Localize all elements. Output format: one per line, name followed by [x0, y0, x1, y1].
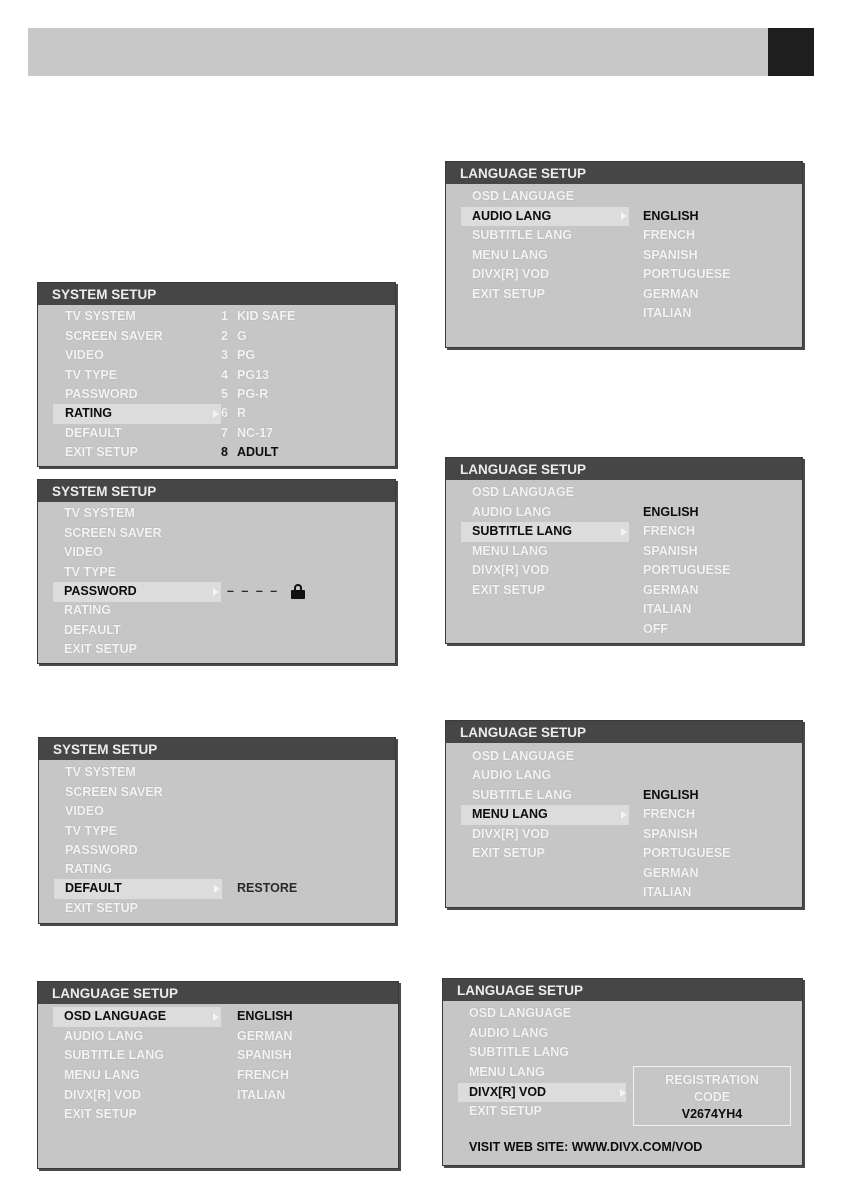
language-option-selected[interactable]: ENGLISH	[643, 504, 699, 519]
menu-item-rating[interactable]: RATING	[65, 862, 112, 876]
menu-item-audio-lang[interactable]: AUDIO LANG	[469, 1025, 549, 1040]
system-setup-default-panel	[38, 737, 396, 924]
rating-option[interactable]: 6 R	[221, 406, 247, 420]
menu-item-audio-lang[interactable]: AUDIO LANG	[472, 208, 552, 223]
menu-item-tv-system[interactable]: TV SYSTEM	[64, 506, 135, 520]
panel-title: SYSTEM SETUP	[39, 738, 395, 760]
menu-item-audio-lang[interactable]: AUDIO LANG	[64, 1028, 144, 1043]
selection-arrow-icon	[213, 410, 219, 418]
panel-title: LANGUAGE SETUP	[446, 721, 802, 743]
password-input[interactable]: – – – –	[227, 584, 280, 598]
menu-item-osd-language[interactable]: OSD LANGUAGE	[469, 1006, 572, 1020]
menu-item-subtitle-lang[interactable]: SUBTITLE LANG	[472, 228, 572, 242]
panel-title: LANGUAGE SETUP	[446, 162, 802, 184]
registration-code: V2674YH4	[681, 1107, 743, 1121]
menu-item-exit-setup[interactable]: EXIT SETUP	[472, 582, 545, 597]
rating-option[interactable]: 2 G	[221, 328, 247, 343]
selection-arrow-icon	[213, 1013, 219, 1021]
menu-item-menu-lang[interactable]: MENU LANG	[469, 1064, 545, 1079]
panel-title: LANGUAGE SETUP	[38, 982, 398, 1004]
language-option[interactable]: ITALIAN	[643, 306, 692, 320]
header-band	[28, 28, 768, 76]
menu-item-screen-saver[interactable]: SCREEN SAVER	[64, 525, 162, 540]
menu-item-exit-setup[interactable]: EXIT SETUP	[64, 642, 137, 656]
menu-item-rating[interactable]: RATING	[65, 406, 112, 420]
rating-option[interactable]: 7 NC-17	[221, 426, 274, 440]
language-option[interactable]: ITALIAN	[643, 602, 692, 616]
rating-option[interactable]: 1 KID SAFE	[221, 309, 296, 323]
menu-item-video[interactable]: VIDEO	[65, 348, 104, 362]
registration-box	[633, 1066, 791, 1126]
menu-item-menu-lang[interactable]: MENU LANG	[472, 807, 548, 821]
language-option[interactable]: GERMAN	[237, 1028, 293, 1043]
menu-item-osd-language[interactable]: OSD LANGUAGE	[472, 485, 575, 499]
menu-item-video[interactable]: VIDEO	[64, 545, 103, 559]
menu-item-exit-setup[interactable]: EXIT SETUP	[64, 1107, 137, 1121]
menu-item-password[interactable]: PASSWORD	[65, 387, 138, 401]
menu-item-osd-language[interactable]: OSD LANGUAGE	[472, 748, 575, 763]
language-option[interactable]: GERMAN	[643, 865, 699, 880]
menu-item-subtitle-lang[interactable]: SUBTITLE LANG	[472, 524, 572, 538]
language-option[interactable]: GERMAN	[643, 582, 699, 597]
selection-arrow-icon	[620, 1089, 626, 1097]
menu-item-divx-vod[interactable]: DIVX[R] VOD	[472, 563, 550, 577]
menu-item-divx-vod[interactable]: DIVX[R] VOD	[472, 267, 550, 281]
menu-item-osd-language[interactable]: OSD LANGUAGE	[64, 1009, 167, 1023]
header-tab	[768, 28, 814, 76]
menu-item-default[interactable]: DEFAULT	[65, 426, 122, 440]
menu-item-exit-setup[interactable]: EXIT SETUP	[65, 901, 138, 915]
rating-option[interactable]: 4 PG13	[221, 367, 269, 382]
menu-item-subtitle-lang[interactable]: SUBTITLE LANG	[64, 1048, 164, 1062]
language-setup-subtitle-panel	[445, 457, 803, 644]
language-option[interactable]: OFF	[643, 621, 668, 636]
language-option[interactable]: PORTUGUESE	[643, 563, 731, 577]
menu-item-divx-vod[interactable]: DIVX[R] VOD	[472, 826, 550, 841]
language-option[interactable]: ITALIAN	[237, 1087, 286, 1102]
menu-item-audio-lang[interactable]: AUDIO LANG	[472, 504, 552, 519]
rating-option[interactable]: 5 PG-R	[221, 387, 269, 401]
menu-item-audio-lang[interactable]: AUDIO LANG	[472, 768, 552, 782]
menu-item-exit-setup[interactable]: EXIT SETUP	[472, 846, 545, 860]
system-setup-password-panel	[37, 479, 396, 664]
menu-item-password[interactable]: PASSWORD	[64, 584, 137, 598]
panel-title: LANGUAGE SETUP	[443, 979, 802, 1001]
registration-code-label: CODE	[693, 1090, 731, 1104]
selection-arrow-icon	[621, 528, 627, 536]
panel-title: LANGUAGE SETUP	[446, 458, 802, 480]
language-option[interactable]: SPANISH	[643, 247, 698, 262]
menu-item-menu-lang[interactable]: MENU LANG	[472, 543, 548, 558]
menu-item-tv-type[interactable]: TV TYPE	[65, 823, 118, 838]
registration-label: REGISTRATION	[665, 1073, 759, 1087]
selection-arrow-icon	[213, 588, 219, 596]
language-setup-audio-panel	[445, 161, 803, 348]
language-option[interactable]: FRENCH	[237, 1068, 290, 1082]
language-option[interactable]: SPANISH	[643, 826, 698, 841]
divx-website-text: VISIT WEB SITE: WWW.DIVX.COM/VOD	[469, 1140, 703, 1154]
menu-item-menu-lang[interactable]: MENU LANG	[472, 247, 548, 262]
menu-item-video[interactable]: VIDEO	[65, 804, 104, 818]
menu-item-exit-setup[interactable]: EXIT SETUP	[472, 286, 545, 301]
panel-title: SYSTEM SETUP	[38, 480, 395, 502]
language-option[interactable]: ITALIAN	[643, 885, 692, 899]
menu-item-divx-vod[interactable]: DIVX[R] VOD	[64, 1087, 142, 1102]
menu-item-tv-type[interactable]: TV TYPE	[64, 564, 117, 579]
selection-arrow-icon	[621, 212, 627, 220]
language-setup-osd-panel	[37, 981, 399, 1169]
menu-item-rating[interactable]: RATING	[64, 603, 111, 617]
menu-item-exit-setup[interactable]: EXIT SETUP	[469, 1104, 542, 1118]
menu-item-screen-saver[interactable]: SCREEN SAVER	[65, 328, 163, 343]
restore-option[interactable]: RESTORE	[237, 881, 298, 895]
language-setup-divx-panel	[442, 978, 803, 1166]
rating-option-selected[interactable]: 8 ADULT	[221, 445, 279, 459]
panel-title: SYSTEM SETUP	[38, 283, 395, 305]
language-option[interactable]: GERMAN	[643, 286, 699, 301]
language-setup-menu-panel	[445, 720, 803, 908]
menu-item-tv-system[interactable]: TV SYSTEM	[65, 765, 136, 779]
menu-item-subtitle-lang[interactable]: SUBTITLE LANG	[472, 787, 572, 802]
language-option-selected[interactable]: ENGLISH	[237, 1009, 293, 1023]
menu-item-default[interactable]: DEFAULT	[64, 623, 121, 637]
menu-item-subtitle-lang[interactable]: SUBTITLE LANG	[469, 1045, 569, 1059]
menu-item-screen-saver[interactable]: SCREEN SAVER	[65, 784, 163, 799]
language-option[interactable]: PORTUGUESE	[643, 267, 731, 281]
menu-item-divx-vod[interactable]: DIVX[R] VOD	[469, 1084, 547, 1099]
rating-option[interactable]: 3 PG	[221, 348, 256, 362]
language-option[interactable]: PORTUGUESE	[643, 846, 731, 860]
language-option[interactable]: SPANISH	[643, 543, 698, 558]
menu-item-exit-setup[interactable]: EXIT SETUP	[65, 445, 138, 459]
menu-item-osd-language[interactable]: OSD LANGUAGE	[472, 189, 575, 203]
language-option[interactable]: FRENCH	[643, 807, 696, 821]
menu-item-tv-system[interactable]: TV SYSTEM	[65, 309, 136, 323]
language-option[interactable]: FRENCH	[643, 524, 696, 538]
selection-arrow-icon	[621, 811, 627, 819]
system-setup-rating-panel	[37, 282, 396, 467]
menu-item-menu-lang[interactable]: MENU LANG	[64, 1068, 140, 1082]
language-option[interactable]: FRENCH	[643, 228, 696, 242]
selection-arrow-icon	[214, 885, 220, 893]
menu-item-password[interactable]: PASSWORD	[65, 843, 138, 857]
language-option-selected[interactable]: ENGLISH	[643, 787, 699, 802]
menu-item-default[interactable]: DEFAULT	[65, 881, 122, 895]
language-option[interactable]: SPANISH	[237, 1048, 292, 1062]
language-option-selected[interactable]: ENGLISH	[643, 208, 699, 223]
menu-item-tv-type[interactable]: TV TYPE	[65, 367, 118, 382]
